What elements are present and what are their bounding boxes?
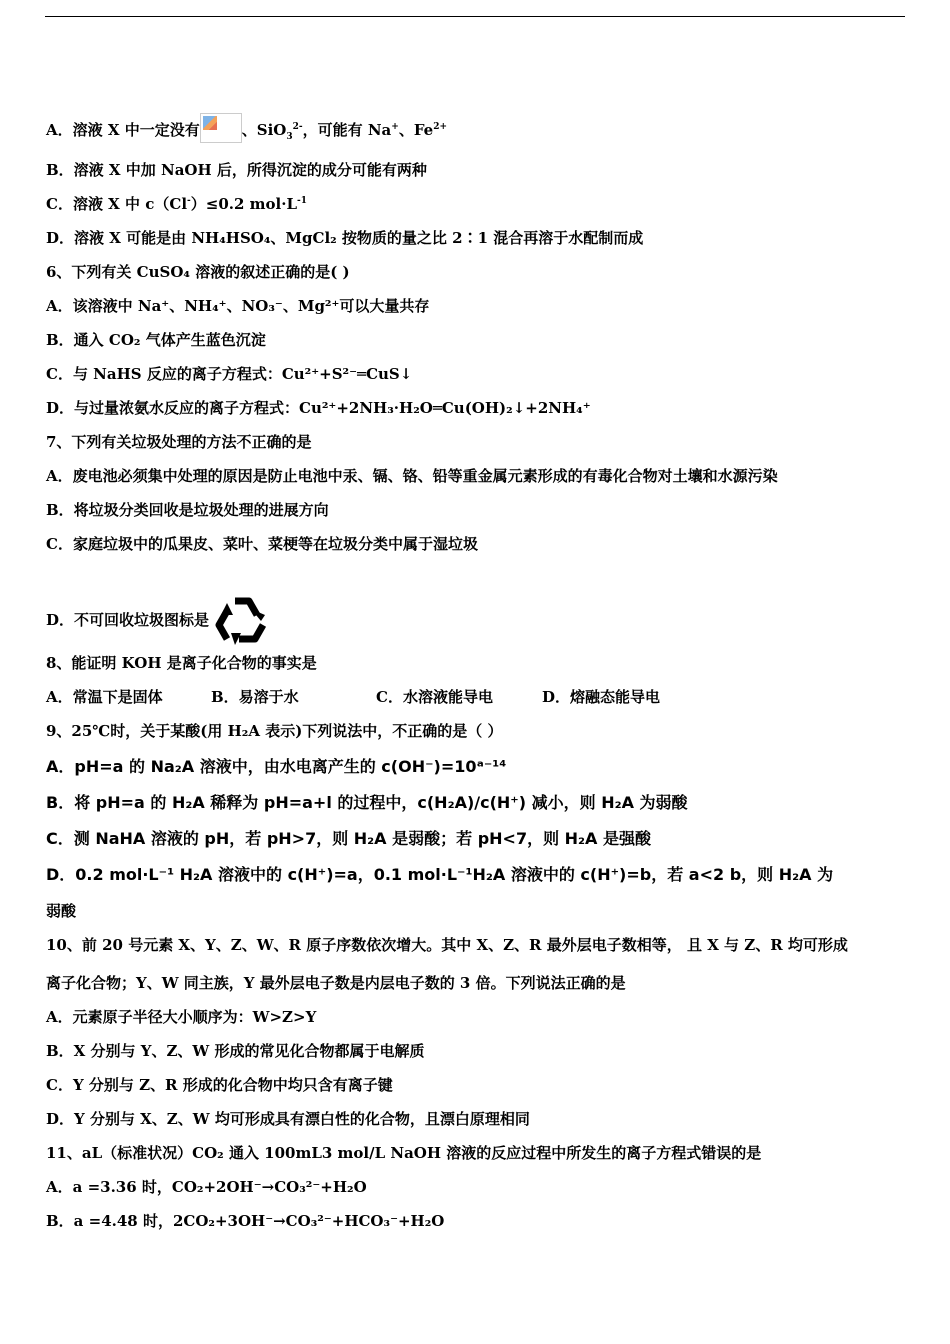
q8-option-d: D．熔融态能导电 bbox=[542, 688, 661, 706]
q10-option-c: C．Y 分别与 Z、R 形成的化合物中均只含有离子键 bbox=[46, 1076, 393, 1094]
q9-option-d-line1: D．0.2 mol·L⁻¹ H₂A 溶液中的 c(H⁺)=a，0.1 mol·L⁻¹H₂A 溶液中的 c(H⁺)=b，若 a<2 b，则 H₂A 为 bbox=[46, 865, 834, 884]
q7-option-c: C．家庭垃圾中的瓜果皮、菜叶、菜梗等在垃圾分类中属于湿垃圾 bbox=[46, 535, 478, 553]
q6-option-a: A．该溶液中 Na⁺、NH₄⁺、NO₃⁻、Mg²⁺可以大量共存 bbox=[46, 297, 430, 315]
q5-a-text: A．溶液 X 中一定没有 bbox=[46, 121, 200, 139]
q10-stem-line1: 10、前 20 号元素 X、Y、Z、W、R 原子序数依次增大。其中 X、Z、R 最外层电子数相等， 且 X 与 Z、R 均可形成 bbox=[46, 936, 848, 954]
q7-option-b: B．将垃圾分类回收是垃圾处理的进展方向 bbox=[46, 501, 329, 519]
q5-option-a: A．溶液 X 中一定没有 、SiO$_3^{2-}$，可能有 Na+、$Fe^{2+}$ bbox=[46, 113, 447, 143]
q10-option-b: B．X 分别与 Y、Z、W 形成的常见化合物都属于电解质 bbox=[46, 1042, 425, 1060]
q11-stem: 11、aL（标准状况）CO₂ 通入 100mL3 mol/L NaOH 溶液的反应过程中所发生的离子方程式错误的是 bbox=[46, 1144, 762, 1162]
q6-option-d: D．与过量浓氨水反应的离子方程式：Cu²⁺+2NH₃·H₂O═Cu(OH)₂↓+2NH₄⁺ bbox=[46, 399, 591, 417]
q9-option-c: C．测 NaHA 溶液的 pH，若 pH>7，则 H₂A 是弱酸；若 pH<7，则 H₂A 是强酸 bbox=[46, 829, 652, 848]
q6-option-c: C．与 NaHS 反应的离子方程式：Cu²⁺+S²⁻═CuS↓ bbox=[46, 365, 413, 383]
q10-stem-line2: 离子化合物；Y、W 同主族，Y 最外层电子数是内层电子数的 3 倍。下列说法正确的是 bbox=[46, 974, 626, 992]
header-rule bbox=[45, 16, 905, 17]
q11-option-b: B．a =4.48 时，2CO₂+3OH⁻→CO₃²⁻+HCO₃⁻+H₂O bbox=[46, 1212, 445, 1230]
q6-stem: 6、下列有关 CuSO₄ 溶液的叙述正确的是( ) bbox=[46, 263, 350, 281]
q8-option-b: B．易溶于水 bbox=[211, 688, 299, 706]
q9-option-d-line2: 弱酸 bbox=[46, 902, 77, 920]
q9-option-b: B．将 pH=a 的 H₂A 稀释为 pH=a+l 的过程中，c(H₂A)/c(H⁺) 减小，则 H₂A 为弱酸 bbox=[46, 793, 688, 812]
q9-option-a: A．pH=a 的 Na₂A 溶液中，由水电离产生的 c(OH⁻)=10ᵃ⁻¹⁴ bbox=[46, 757, 507, 776]
q11-option-a: A．a =3.36 时，CO₂+2OH⁻→CO₃²⁻+H₂O bbox=[46, 1178, 367, 1196]
q8-option-c: C．水溶液能导电 bbox=[376, 688, 493, 706]
q8-stem: 8、能证明 KOH 是离子化合物的事实是 bbox=[46, 654, 317, 672]
q8-option-a: A．常温下是固体 bbox=[46, 688, 163, 706]
q5-option-c: C．溶液 X 中 c（Cl-）≤0.2 $mol\cdot L^{-1}$ bbox=[46, 195, 307, 213]
q8-options bbox=[46, 687, 661, 707]
q5-option-d: D．溶液 X 可能是由 NH₄HSO₄、MgCl₂ 按物质的量之比 2∶1 混合再溶于水配制而成 bbox=[46, 229, 644, 247]
q7-stem: 7、下列有关垃圾处理的方法不正确的是 bbox=[46, 433, 312, 451]
q7-option-a: A．废电池必须集中处理的原因是防止电池中汞、镉、铬、铅等重金属元素形成的有毒化合物对土壤和水源污染 bbox=[46, 467, 778, 485]
broken-image-icon bbox=[200, 113, 242, 143]
q5-option-b: B．溶液 X 中加 NaOH 后，所得沉淀的成分可能有两种 bbox=[46, 161, 427, 179]
q9-stem: 9、25℃时，关于某酸(用 H₂A 表示)下列说法中，不正确的是（ ） bbox=[46, 722, 503, 740]
q10-option-a: A．元素原子半径大小顺序为：W>Z>Y bbox=[46, 1008, 317, 1026]
q6-option-b: B．通入 CO₂ 气体产生蓝色沉淀 bbox=[46, 331, 266, 349]
q10-option-d: D．Y 分别与 X、Z、W 均可形成具有漂白性的化合物，且漂白原理相同 bbox=[46, 1110, 530, 1128]
q7-option-d: D．不可回收垃圾图标是 bbox=[46, 593, 273, 647]
recycle-icon bbox=[211, 593, 273, 647]
